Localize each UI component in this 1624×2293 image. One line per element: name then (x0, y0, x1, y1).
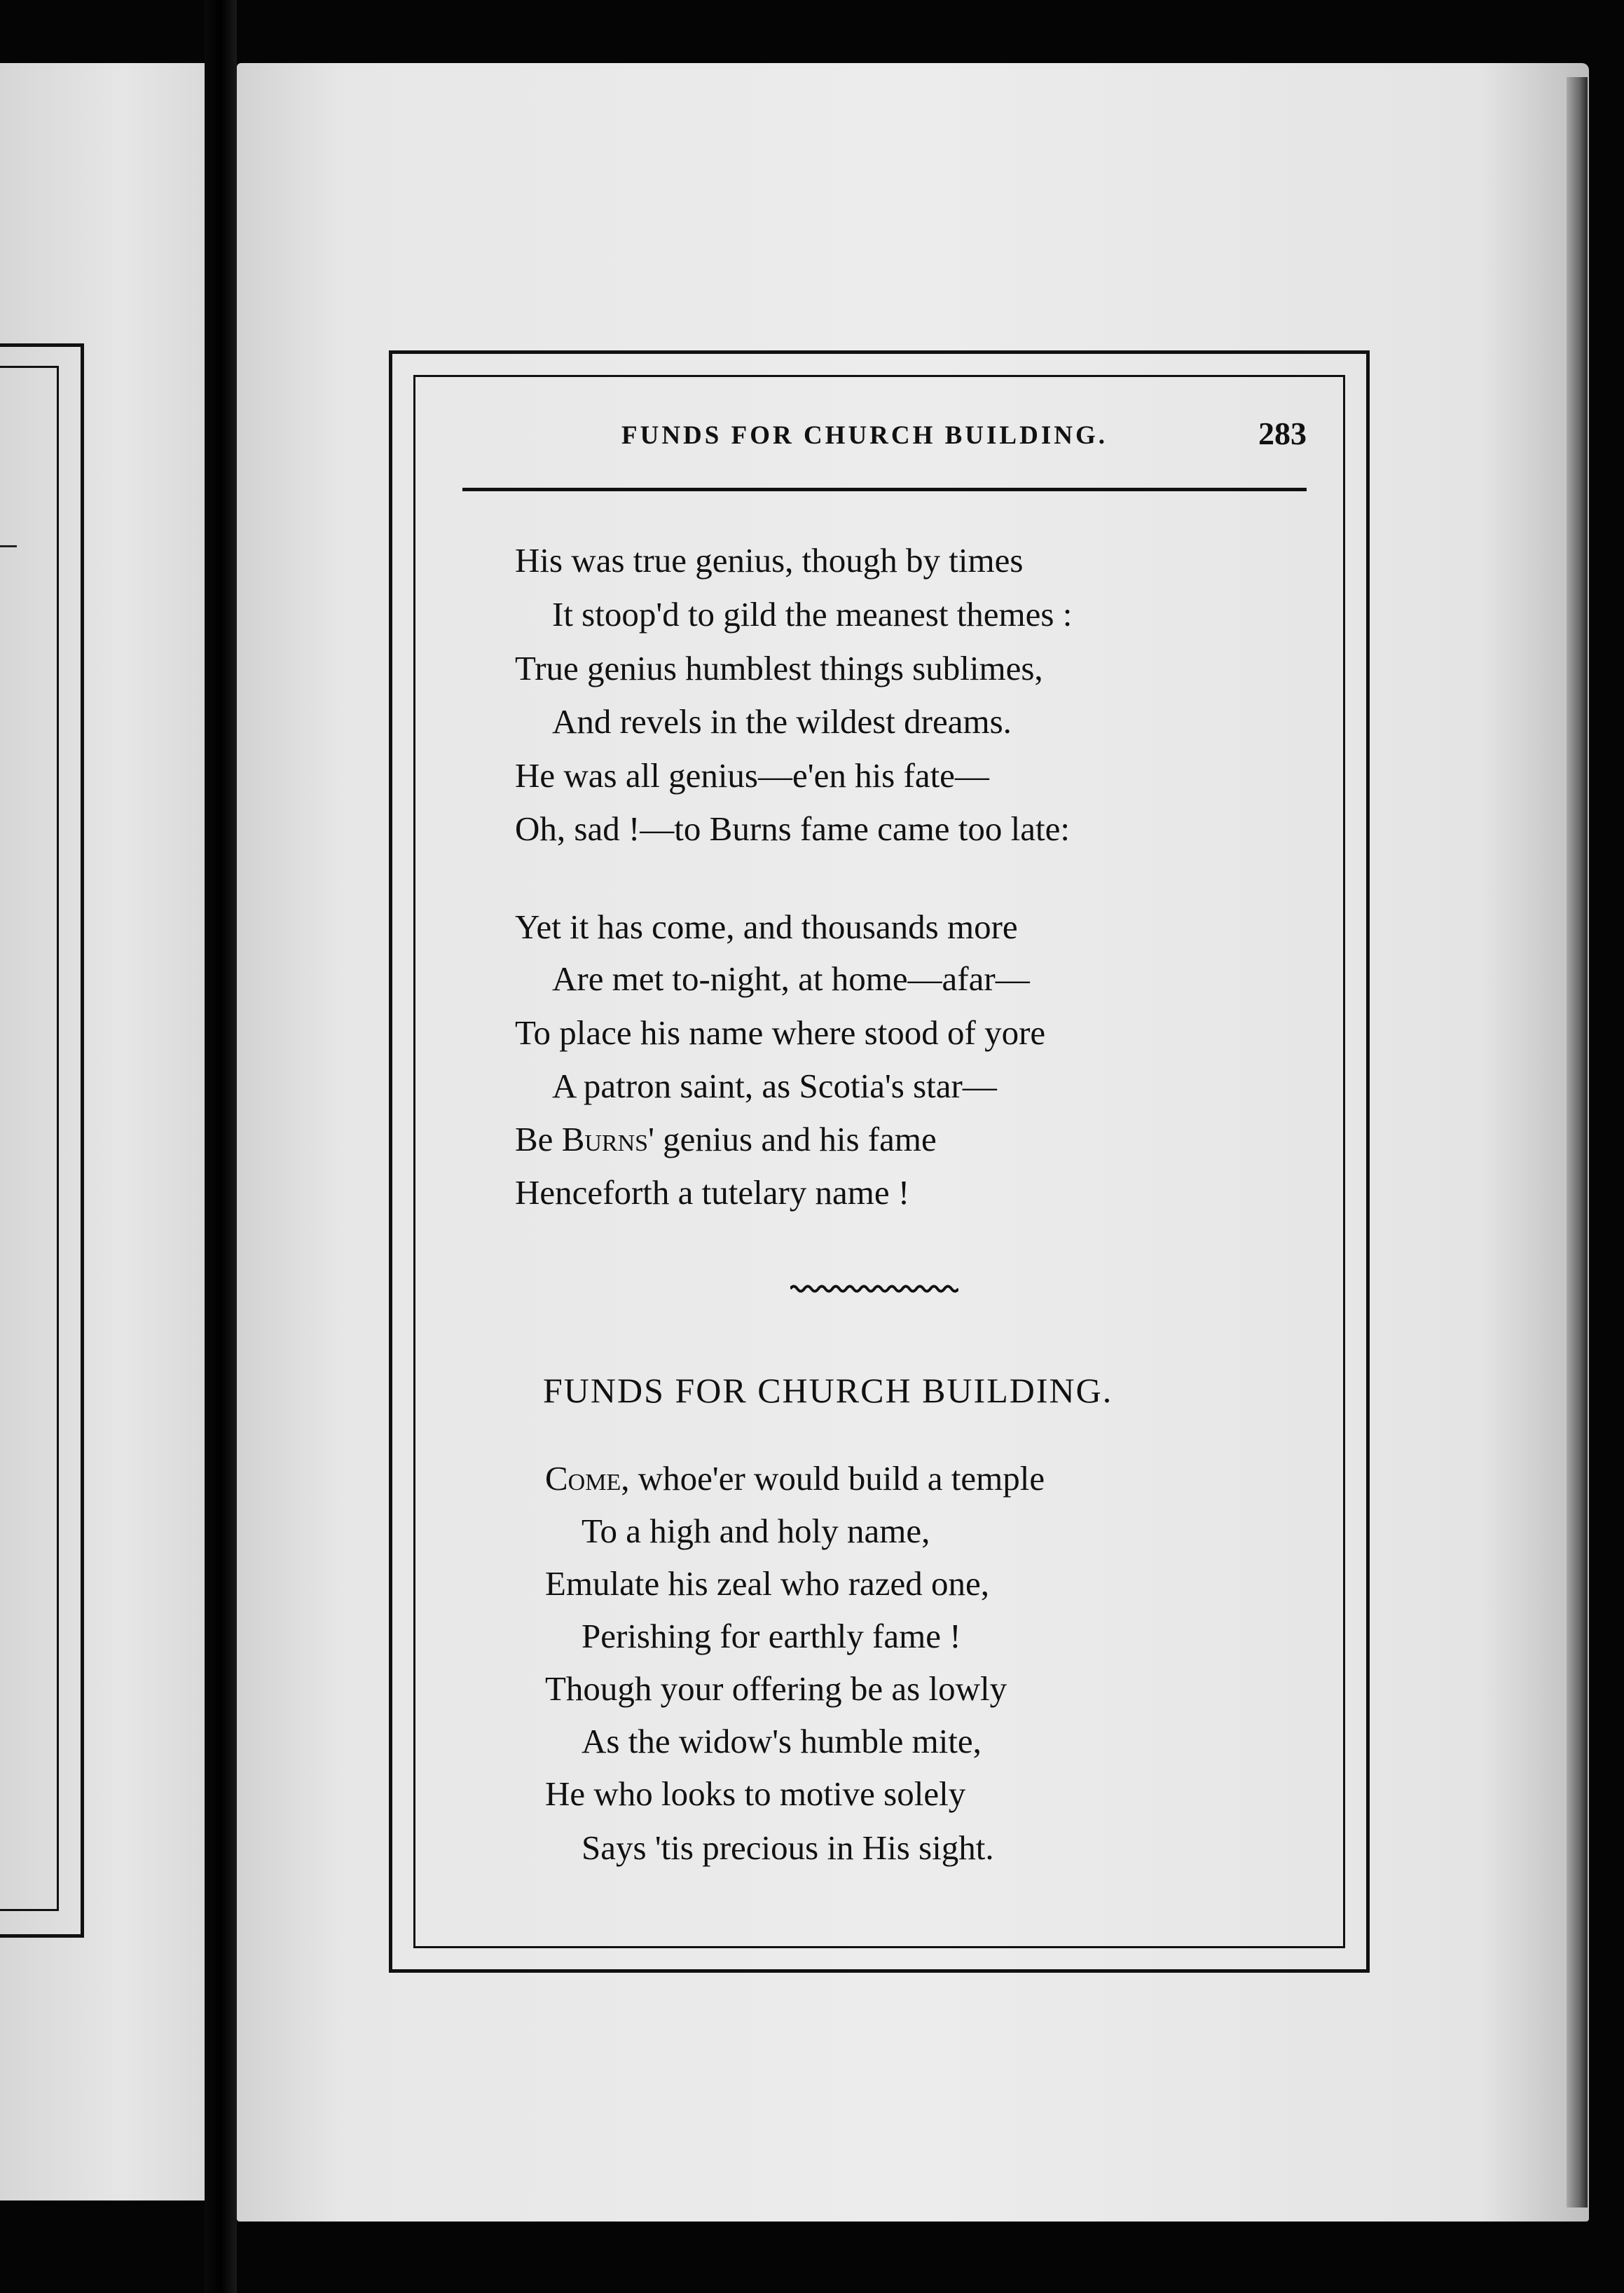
ornament-divider (790, 1284, 958, 1294)
header-rule (462, 488, 1307, 491)
page-number: 283 (1258, 416, 1307, 451)
poem-line: His was true genius, though by times (515, 541, 1024, 580)
poem-line: It stoop'd to gild the meanest themes : (552, 595, 1073, 634)
poem-line: Emulate his zeal who razed one, (545, 1564, 990, 1603)
book-spine (205, 0, 237, 2293)
poem-line-end: ' genius and his fame (648, 1120, 937, 1158)
poem-line: Perishing for earthly fame ! (582, 1617, 961, 1655)
poem-line: Says 'tis precious in His sight. (582, 1828, 994, 1867)
page-edge (1567, 77, 1588, 2208)
poem-line-start: Be (515, 1120, 562, 1158)
poem-line (545, 1459, 1045, 1498)
poem-line: To a high and holy name, (582, 1512, 930, 1550)
poem-line-rest: , whoe'er would build a temple (621, 1459, 1045, 1498)
poem-line: And revels in the wildest dreams. (552, 702, 1012, 741)
poem-line: Oh, sad !—to Burns fame came too late: (515, 809, 1070, 848)
previous-page (0, 63, 205, 2200)
poem-line: As the widow's humble mite, (582, 1722, 982, 1760)
poem-title: FUNDS FOR CHURCH BUILDING. (543, 1371, 1113, 1410)
poem-line: To place his name where stood of yore (515, 1013, 1046, 1052)
poem-line: Though your offering be as lowly (545, 1669, 1007, 1708)
poem-line: Are met to-night, at home—afar— (552, 959, 1030, 998)
poem-line: Henceforth a tutelary name ! (515, 1173, 910, 1212)
poem-line: He was all genius—e'en his fate— (515, 756, 989, 795)
poem-line: A patron saint, as Scotia's star— (552, 1067, 997, 1105)
drop-word: Come (545, 1459, 621, 1498)
previous-page-frame-inner (0, 366, 59, 1911)
previous-page-rule (0, 545, 17, 547)
name-burns: Burns (561, 1120, 649, 1158)
poem-line (515, 1122, 937, 1156)
poem-line: True genius humblest things sublimes, (515, 649, 1043, 687)
running-title: FUNDS FOR CHURCH BUILDING. (621, 421, 1108, 450)
poem-line: Yet it has come, and thousands more (515, 908, 1018, 946)
poem-line: He who looks to motive solely (545, 1774, 966, 1813)
